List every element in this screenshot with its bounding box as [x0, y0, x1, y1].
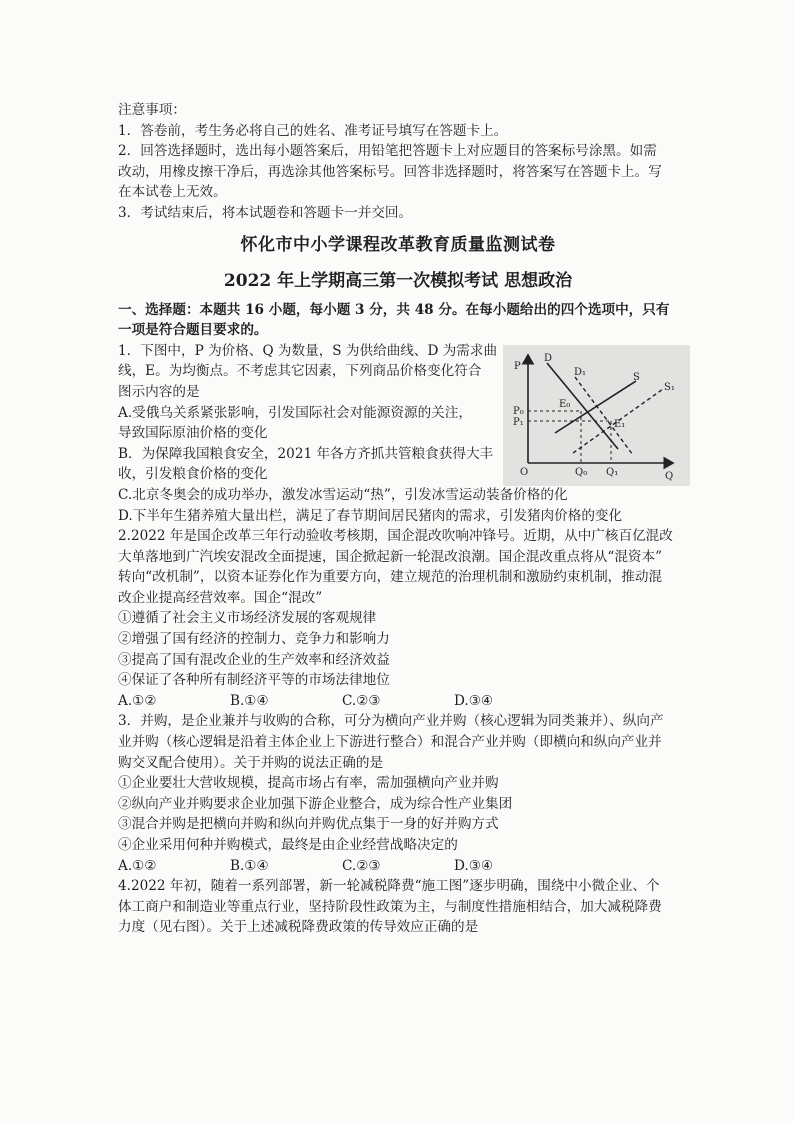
- option-d: D.③④: [454, 857, 494, 874]
- notice-item: 1．答卷前，考生务必将自己的姓名、准考证号填写在答题卡上。: [118, 122, 508, 139]
- d1-label: D₁: [574, 367, 587, 378]
- question-text: 4.2022 年初，随着一系列部署，新一轮减税降费“施工图”逐步明确，围绕中小微企业、个: [118, 878, 660, 895]
- option-a: A.①②: [118, 857, 157, 874]
- question-text: 线，E。为均衡点。不考虑其它因素，下列商品价格变化符合: [118, 363, 482, 380]
- notice-item: 2．回答选择题时，选出每小题答案后，用铅笔把答题卡上对应题目的答案标号涂黑。如需: [118, 143, 657, 160]
- option-d: D.下半年生猪养殖大量出栏，满足了春节期间居民猪肉的需求，引发猪肉价格的变化: [118, 507, 623, 524]
- statement-item: ④企业采用何种并购模式，最终是由企业经营战略决定的: [118, 837, 458, 853]
- section-heading: 一、选择题：本题共 16 小题，每小题 3 分，共 48 分。在每小题给出的四个选项中，只有: [118, 301, 670, 318]
- q1-label: Q₁: [606, 467, 619, 478]
- option-b: B.①④: [230, 692, 269, 709]
- question-text: 大单落地到广汽埃安混改全面提速，国企掀起新一轮混改浪潮。国企混改重点将从“混资本”: [118, 548, 663, 565]
- option-a: A.①②: [118, 692, 157, 709]
- exam-title: 怀化市中小学课程改革教育质量监测试卷: [240, 234, 556, 255]
- p-axis-label: P: [514, 361, 521, 372]
- s1-label: S₁: [664, 382, 675, 393]
- exam-page: [118, 100, 678, 938]
- question-3: [118, 711, 678, 876]
- option-d: D.③④: [454, 692, 494, 709]
- statement-item: ②增强了国有经济的控制力、竞争力和影响力: [118, 631, 390, 648]
- option-c: C.北京冬奥会的成功举办，激发冰雪运动“热”，引发冰雪运动装备价格的化: [118, 486, 568, 503]
- option-c: C.②③: [342, 857, 381, 874]
- question-2: [118, 526, 678, 711]
- supply-demand-svg: [503, 345, 690, 486]
- statement-item: ④保证了各种所有制经济平等的市场法律地位: [118, 672, 390, 689]
- section-heading-cont: 一项是符合题目要求的。: [118, 322, 268, 339]
- statement-item: ③混合并购是把横向并购和纵向并购优点集于一身的好并购方式: [118, 816, 499, 833]
- question-text: 转向“改机制”，以资本证券化作为重要方向，建立规范的治理机制和激励约束机制，推动混: [118, 569, 663, 586]
- statement-item: ①企业要壮大营收规模，提高市场占有率，需加强横向产业并购: [118, 775, 499, 792]
- notice-item: 3．考试结束后，将本试题卷和答题卡一并交回。: [118, 204, 413, 221]
- exam-subtitle: 2022 年上学期高三第一次模拟考试 思想政治: [223, 270, 573, 291]
- statement-item: ②纵向产业并购要求企业加强下游企业整合，成为综合性产业集团: [118, 795, 513, 812]
- question-text: 业并购（核心逻辑是沿着主体企业上下游进行整合）和混合产业并购（即横向和纵向产业并: [118, 734, 662, 751]
- question-text: 购交叉配合使用）。关于并购的说法正确的是: [118, 754, 384, 771]
- statement-item: ①遵循了社会主义市场经济发展的客观规律: [118, 610, 377, 627]
- notice-item: 在本试卷上无效。: [118, 184, 227, 201]
- q0-label: Q₀: [575, 467, 588, 478]
- question-text: 3．并购，是企业兼并与收购的合称，可分为横向产业并购（核心逻辑为同类兼并）、纵向产: [118, 713, 664, 730]
- e1-label: E₁: [614, 419, 626, 430]
- answer-options: [118, 856, 678, 877]
- statement-item: ③提高了国有混改企业的生产效率和经济效益: [118, 651, 390, 668]
- question-text: 体工商户和制造业等重点行业，坚持阶段性政策为主，与制度性措施相结合，加大减税降费: [118, 898, 662, 915]
- p1-label: P₁: [513, 417, 524, 428]
- e0-label: E₀: [559, 399, 571, 410]
- d-label: D: [544, 353, 553, 364]
- option-c: C.②③: [342, 692, 381, 709]
- supply-demand-diagram: [503, 345, 690, 486]
- question-text: 图示内容的是: [118, 383, 200, 400]
- option-a: A.受俄乌关系紧张影响，引发国际社会对能源资源的关注，: [118, 404, 472, 421]
- option-b-cont: 收，引发粮食价格的变化: [118, 466, 268, 483]
- s-label: S: [633, 372, 640, 383]
- option-b: B．为保障我国粮食安全，2021 年各方齐抓共管粮食获得大丰: [118, 445, 494, 462]
- answer-options: [118, 691, 678, 712]
- option-b: B.①④: [230, 857, 269, 874]
- question-text: 力度（见右图）。关于上述减税降费政策的传导效应正确的是: [118, 919, 479, 936]
- notice-heading: 注意事项：: [118, 102, 186, 118]
- option-a-cont: 导致国际原油价格的变化: [118, 425, 268, 442]
- question-text: 1．下图中，P 为价格、Q 为数量，S 为供给曲线、D 为需求曲: [118, 342, 498, 359]
- p0-label: P₀: [513, 406, 524, 417]
- question-text: 改企业提高经营效率。国企“混改”: [118, 589, 323, 606]
- question-text: 2.2022 年是国企改革三年行动验收考核期，国企混改吹响冲锋号。近期，从中广核百亿混改: [118, 528, 673, 545]
- question-4: [118, 876, 678, 938]
- origin-label: O: [520, 467, 529, 478]
- notice-item: 改动，用橡皮擦干净后，再选涂其他答案标号。回答非选择题时，将答案写在答题卡上。写: [118, 163, 662, 180]
- q-axis-label: Q: [665, 471, 674, 482]
- notice-section: [118, 100, 678, 224]
